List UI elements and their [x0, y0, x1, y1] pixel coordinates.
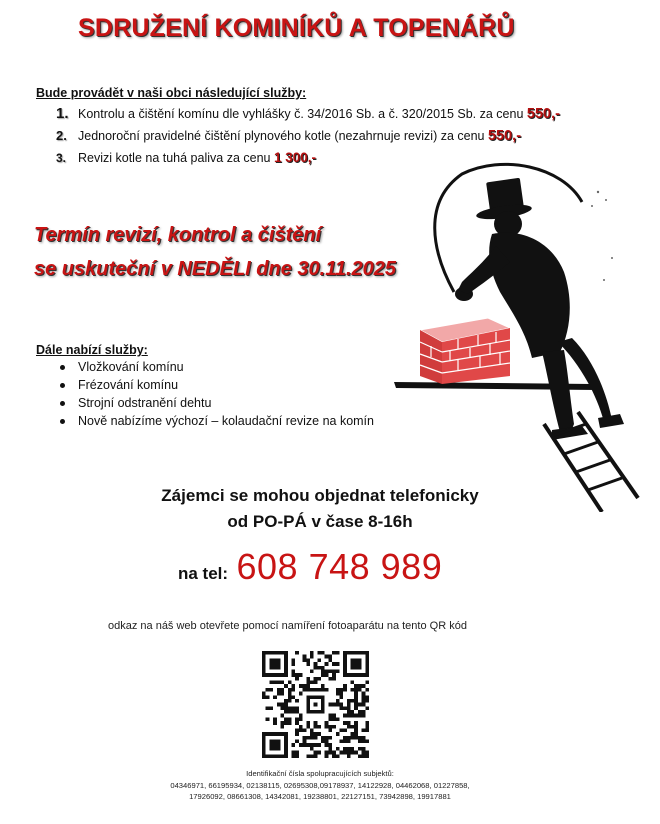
list-item [56, 103, 616, 125]
list-number: 3. [56, 151, 67, 165]
ids-line: 04346971, 66195934, 02138115, 02695308,09178937, 14122928, 04462068, 01227858, [170, 781, 470, 790]
price-label: 550,- [526, 106, 560, 122]
list-item-text: Strojní odstranění dehtu [78, 396, 212, 410]
list-item [56, 394, 374, 412]
page-title: SDRUŽENÍ KOMINÍKŮ A TOPENÁŘŮ [78, 14, 515, 42]
service-text: Jednoroční pravidelné čištění plynového kotle (nezahrnuje revizi) za cenu [78, 129, 488, 143]
bullet-icon [60, 401, 65, 406]
list-item-text: Vložkování komínu [78, 360, 184, 374]
service-text: Kontrolu a čištění komínu dle vyhlášky č. 34/2016 Sb. a č. 320/2015 Sb. za cenu [78, 107, 527, 121]
term-line-2: se uskuteční v NEDĚLI dne 30.11.2025 [34, 258, 397, 280]
ids-list [130, 780, 510, 802]
list-number: 1. [56, 105, 69, 122]
list-item-text: Frézování komínu [78, 378, 179, 392]
order-line-2: od PO-PÁ v čase 8-16h [227, 512, 413, 531]
bullet-icon [60, 365, 65, 370]
brick-chimney-icon [420, 318, 510, 384]
price-label: 550,- [487, 128, 522, 144]
service-text: Revizi kotle na tuhá paliva za cenu [78, 151, 274, 165]
list-item [56, 358, 374, 376]
list-item-text: Nově nabízíme výchozí – kolaudační revize na komín [78, 414, 374, 428]
term-line-1: Termín revizí, kontrol a čištění [34, 224, 322, 246]
qr-caption: odkaz na náš web otevřete pomocí namíření fotoaparátu na tento QR kód [108, 620, 467, 632]
ids-line: 17926092, 08661308, 14342081, 19238801, 22127151, 73942898, 19917881 [189, 792, 451, 801]
bullet-icon [60, 419, 65, 424]
list-item [56, 412, 374, 430]
list-item [56, 125, 616, 147]
services-list [56, 103, 616, 169]
phone-line [178, 546, 442, 588]
qr-code-icon[interactable] [262, 651, 369, 758]
price-label: 1 300,- [273, 150, 316, 165]
list-item [56, 376, 374, 394]
other-services-heading: Dále nabízí služby: [36, 343, 148, 357]
chimney-sweep-icon [392, 162, 640, 512]
ids-heading: Identifikační čísla spolupracujících subjektů: [246, 769, 394, 778]
other-services-list [56, 358, 374, 430]
phone-number[interactable]: 608 748 989 [236, 546, 443, 587]
services-heading: Bude provádět v naši obci následující služby: [36, 86, 307, 100]
order-line-1: Zájemci se mohou objednat telefonicky [161, 486, 479, 505]
phone-label: na tel: [178, 564, 229, 583]
list-number: 2. [56, 128, 67, 143]
bullet-icon [60, 383, 65, 388]
